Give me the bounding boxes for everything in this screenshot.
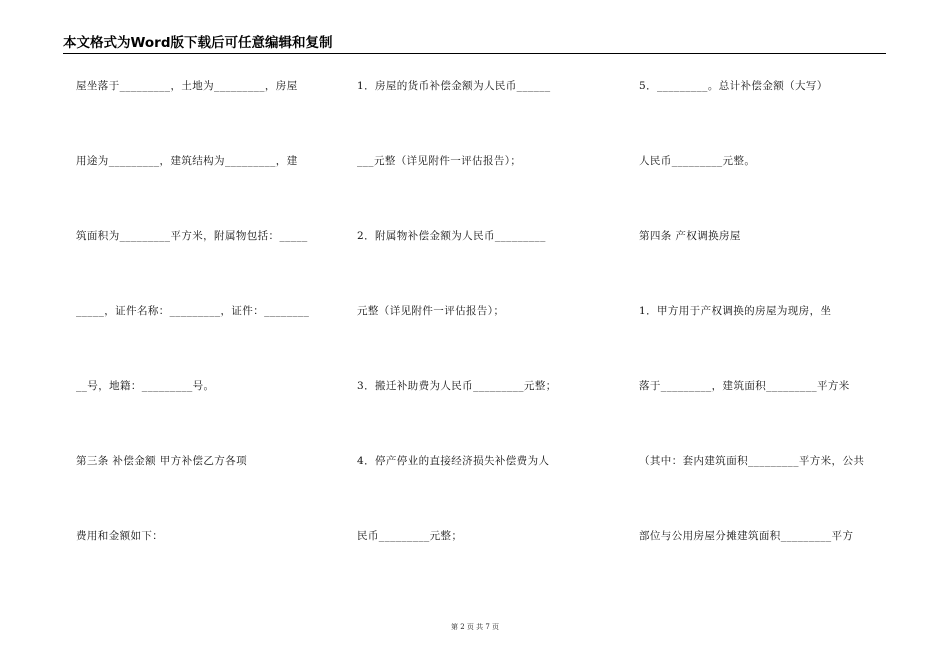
- text-line: __号，地籍：_________号。: [76, 380, 215, 392]
- text-line: 第四条 产权调换房屋: [639, 230, 741, 242]
- text-line: 部位与公用房屋分摊建筑面积_________平方: [639, 530, 854, 542]
- text-column-1: [76, 0, 331, 672]
- text-line: 元整（详见附件一评估报告）；: [357, 305, 505, 317]
- text-line: _____，证件名称：_________，证件：________: [76, 305, 310, 317]
- document-header-title: 本文格式为Word版下载后可任意编辑和复制: [63, 35, 333, 51]
- text-line: 2．附属物补偿金额为人民币_________: [357, 230, 546, 242]
- text-line: （其中：套内建筑面积_________平方米，公共: [639, 455, 865, 467]
- text-line: 筑面积为_________平方米，附属物包括：_____: [76, 230, 308, 242]
- text-line: 民币_________元整；: [357, 530, 463, 542]
- text-column-2: [357, 0, 609, 672]
- text-line: 落于_________，建筑面积_________平方米: [639, 380, 850, 392]
- text-line: ___元整（详见附件一评估报告）；: [357, 155, 522, 167]
- text-line: 3．搬迁补助费为人民币_________元整；: [357, 380, 557, 392]
- text-column-3: [639, 0, 889, 672]
- text-line: 5．_________。总计补偿金额（大写）: [639, 80, 828, 92]
- text-line: 第三条 补偿金额 甲方补偿乙方各项: [76, 455, 247, 467]
- text-line: 费用和金额如下：: [76, 530, 164, 542]
- text-line: 4．停产停业的直接经济损失补偿费为人: [357, 455, 550, 467]
- text-line: 1．房屋的货币补偿金额为人民币______: [357, 80, 551, 92]
- text-line: 用途为_________，建筑结构为_________，建: [76, 155, 298, 167]
- text-line: 人民币_________元整。: [639, 155, 756, 167]
- page-number: 第 2 页 共 7 页: [450, 623, 500, 631]
- text-line: 1．甲方用于产权调换的房屋为现房，坐: [639, 305, 832, 317]
- text-line: 屋坐落于_________，土地为_________，房屋: [76, 80, 298, 92]
